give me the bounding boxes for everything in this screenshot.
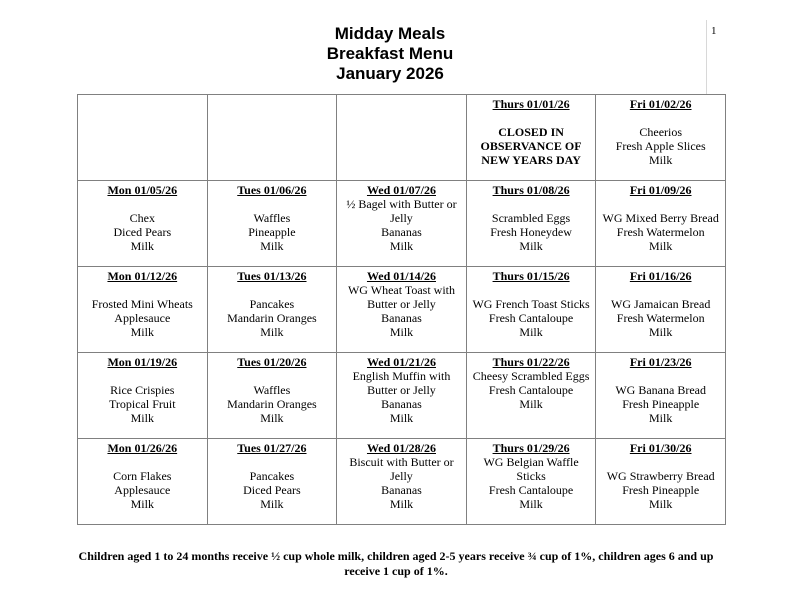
week-row (78, 353, 726, 439)
menu-item: Fresh Cantaloupe (488, 383, 574, 397)
menu-item: Diced Pears (113, 225, 172, 239)
day-cell (78, 353, 208, 439)
menu-item: Waffles (253, 383, 291, 397)
menu-item: Cheerios (639, 125, 683, 139)
day-cell (337, 95, 467, 181)
menu-calendar-body (78, 95, 726, 525)
menu-name: Breakfast Menu (326, 44, 454, 63)
day-cell (596, 353, 726, 439)
day-cell (596, 267, 726, 353)
menu-item: Milk (130, 325, 154, 339)
menu-item: Milk (649, 411, 673, 425)
menu-item: WG Banana Bread (615, 383, 706, 397)
menu-item: Milk (260, 239, 284, 253)
menu-item: Fresh Honeydew (490, 225, 572, 239)
menu-item: Milk (389, 325, 414, 339)
menu-item: Fresh Apple Slices (615, 139, 706, 153)
menu-item: Diced Pears (243, 483, 301, 497)
milk-footnote: Children aged 1 to 24 months receive ½ cup whole milk, children aged 2-5 years receive ¾ cup of 1%, children ages 6 and up receive 1 cup of 1%. (78, 549, 714, 578)
day-heading: Wed 01/28/26 (366, 441, 436, 455)
menu-item: Cheesy Scrambled Eggs (472, 369, 590, 383)
menu-item: Fresh Watermelon (616, 225, 705, 239)
menu-item: WG French Toast Sticks (472, 297, 590, 311)
day-heading: Mon 01/26/26 (107, 441, 178, 455)
day-heading (80, 97, 205, 111)
menu-item: Biscuit with Butter or Jelly (349, 455, 454, 483)
day-cell (78, 439, 208, 525)
menu-item: Milk (389, 411, 414, 425)
day-cell (466, 95, 596, 181)
day-cell (596, 181, 726, 267)
menu-item: Milk (519, 239, 543, 253)
day-cell (78, 95, 208, 181)
menu-item: Bananas (381, 397, 422, 411)
day-heading: Tues 01/13/26 (237, 269, 307, 283)
day-cell (596, 95, 726, 181)
week-row (78, 439, 726, 525)
menu-item: WG Mixed Berry Bread (602, 211, 719, 225)
menu-item: Fresh Pineapple (622, 483, 700, 497)
org-name: Midday Meals (334, 24, 446, 43)
menu-item: English Muffin with Butter or Jelly (352, 369, 451, 397)
page-margin-rule (706, 20, 707, 94)
menu-item: Milk (130, 239, 154, 253)
day-heading: Thurs 01/15/26 (492, 269, 570, 283)
day-cell (207, 181, 337, 267)
day-heading: Thurs 01/29/26 (492, 441, 570, 455)
menu-item: Milk (649, 153, 673, 167)
day-cell (466, 439, 596, 525)
day-heading (210, 97, 335, 111)
menu-calendar-table (77, 94, 726, 525)
menu-item: WG Strawberry Bread (606, 469, 715, 483)
day-heading: Thurs 01/22/26 (492, 355, 570, 369)
day-heading: Tues 01/06/26 (237, 183, 307, 197)
menu-item: Tropical Fruit (109, 397, 176, 411)
menu-item: Milk (130, 411, 154, 425)
day-cell (466, 267, 596, 353)
day-heading: Mon 01/05/26 (107, 183, 178, 197)
menu-item: Pancakes (249, 469, 295, 483)
menu-item: Fresh Cantaloupe (488, 483, 574, 497)
menu-item: WG Belgian Waffle Sticks (483, 455, 579, 483)
menu-item: Pineapple (248, 225, 296, 239)
day-cell (78, 267, 208, 353)
menu-item: Corn Flakes (113, 469, 172, 483)
day-cell (337, 181, 467, 267)
menu-item: Milk (649, 497, 673, 511)
menu-item: Mandarin Oranges (227, 311, 317, 325)
day-cell (466, 181, 596, 267)
day-heading: Fri 01/02/26 (629, 97, 692, 111)
menu-item: Fresh Cantaloupe (488, 311, 574, 325)
day-heading: Fri 01/09/26 (629, 183, 692, 197)
menu-item: Waffles (253, 211, 291, 225)
week-row (78, 95, 726, 181)
closed-notice: CLOSED IN OBSERVANCE OF NEW YEARS DAY (480, 125, 582, 167)
day-cell (207, 267, 337, 353)
menu-item: Bananas (381, 311, 422, 325)
menu-item: Milk (389, 239, 414, 253)
menu-item: Fresh Watermelon (616, 311, 705, 325)
day-heading: Wed 01/07/26 (366, 183, 436, 197)
menu-item: Milk (260, 325, 284, 339)
menu-item: Fresh Pineapple (622, 397, 700, 411)
menu-item: Milk (649, 239, 673, 253)
day-cell (78, 181, 208, 267)
menu-item: Milk (519, 325, 543, 339)
day-heading: Tues 01/27/26 (237, 441, 307, 455)
day-cell (337, 439, 467, 525)
day-cell (207, 95, 337, 181)
day-cell (596, 439, 726, 525)
day-cell (337, 353, 467, 439)
page-number: 1 (711, 25, 717, 37)
day-heading: Thurs 01/08/26 (492, 183, 570, 197)
menu-item: Applesauce (114, 483, 171, 497)
menu-item: Milk (519, 397, 543, 411)
menu-item: Mandarin Oranges (227, 397, 317, 411)
menu-item: WG Wheat Toast with Butter or Jelly (347, 283, 455, 311)
menu-item: Frosted Mini Wheats (91, 297, 193, 311)
day-cell (207, 439, 337, 525)
week-row (78, 181, 726, 267)
day-cell (337, 267, 467, 353)
day-heading: Fri 01/30/26 (629, 441, 692, 455)
menu-item: Applesauce (114, 311, 171, 325)
menu-item: Milk (649, 325, 673, 339)
menu-item: Milk (389, 497, 414, 511)
day-heading: Thurs 01/01/26 (492, 97, 570, 111)
menu-item: Milk (260, 411, 284, 425)
menu-item: Rice Crispies (110, 383, 175, 397)
day-heading: Tues 01/20/26 (237, 355, 307, 369)
menu-item: Chex (129, 211, 155, 225)
menu-item: WG Jamaican Bread (611, 297, 711, 311)
menu-title-block (250, 24, 530, 84)
menu-item: Milk (130, 497, 154, 511)
day-heading: Wed 01/14/26 (366, 269, 436, 283)
menu-month: January 2026 (336, 64, 444, 83)
day-heading (339, 97, 464, 111)
menu-item: Bananas (381, 225, 422, 239)
day-cell (466, 353, 596, 439)
week-row (78, 267, 726, 353)
menu-item: Milk (519, 497, 543, 511)
day-cell (207, 353, 337, 439)
day-heading: Mon 01/19/26 (107, 355, 178, 369)
menu-item: Scrambled Eggs (491, 211, 571, 225)
menu-item: Pancakes (249, 297, 295, 311)
menu-item: ½ Bagel with Butter or Jelly (346, 197, 457, 225)
day-heading: Fri 01/16/26 (629, 269, 692, 283)
menu-item: Milk (260, 497, 284, 511)
day-heading: Mon 01/12/26 (107, 269, 178, 283)
menu-item: Bananas (381, 483, 422, 497)
day-heading: Wed 01/21/26 (366, 355, 436, 369)
day-heading: Fri 01/23/26 (629, 355, 692, 369)
